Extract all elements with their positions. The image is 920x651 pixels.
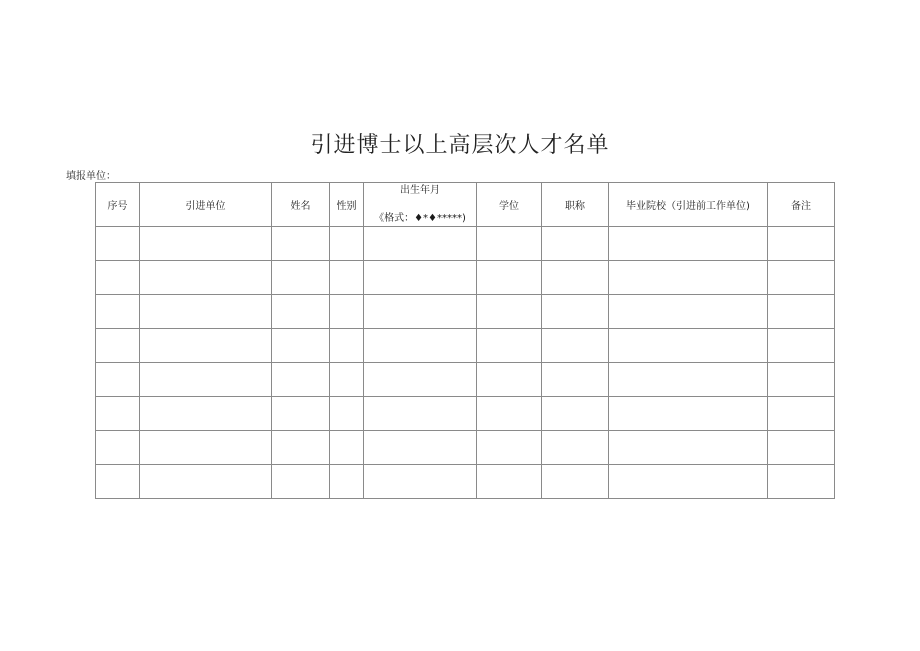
cell-name[interactable] bbox=[272, 397, 330, 431]
table-row bbox=[96, 295, 835, 329]
cell-birth[interactable] bbox=[364, 363, 477, 397]
cell-title[interactable] bbox=[542, 295, 609, 329]
cell-remarks[interactable] bbox=[768, 363, 835, 397]
table-body bbox=[96, 227, 835, 499]
table-row bbox=[96, 397, 835, 431]
cell-unit[interactable] bbox=[140, 363, 272, 397]
cell-unit[interactable] bbox=[140, 261, 272, 295]
cell-unit[interactable] bbox=[140, 397, 272, 431]
header-title: 职称 bbox=[542, 183, 609, 227]
cell-birth[interactable] bbox=[364, 465, 477, 499]
table-row bbox=[96, 431, 835, 465]
cell-school[interactable] bbox=[609, 431, 768, 465]
cell-degree[interactable] bbox=[477, 363, 542, 397]
cell-title[interactable] bbox=[542, 227, 609, 261]
cell-degree[interactable] bbox=[477, 465, 542, 499]
cell-birth[interactable] bbox=[364, 295, 477, 329]
header-birth-label: 出生年月 bbox=[400, 184, 440, 196]
cell-degree[interactable] bbox=[477, 227, 542, 261]
cell-title[interactable] bbox=[542, 329, 609, 363]
cell-seq[interactable] bbox=[96, 329, 140, 363]
header-seq: 序号 bbox=[96, 183, 140, 227]
cell-school[interactable] bbox=[609, 397, 768, 431]
cell-title[interactable] bbox=[542, 261, 609, 295]
header-remarks: 备注 bbox=[768, 183, 835, 227]
header-name: 姓名 bbox=[272, 183, 330, 227]
filler-unit-label: 填报单位： bbox=[66, 171, 116, 182]
cell-name[interactable] bbox=[272, 329, 330, 363]
cell-gender[interactable] bbox=[330, 295, 364, 329]
cell-school[interactable] bbox=[609, 363, 768, 397]
cell-degree[interactable] bbox=[477, 261, 542, 295]
talent-roster-table bbox=[95, 182, 835, 499]
header-school: 毕业院校（引进前工作单位) bbox=[609, 183, 768, 227]
cell-seq[interactable] bbox=[96, 431, 140, 465]
cell-name[interactable] bbox=[272, 295, 330, 329]
header-degree: 学位 bbox=[477, 183, 542, 227]
cell-seq[interactable] bbox=[96, 397, 140, 431]
cell-gender[interactable] bbox=[330, 363, 364, 397]
cell-gender[interactable] bbox=[330, 397, 364, 431]
cell-seq[interactable] bbox=[96, 227, 140, 261]
cell-remarks[interactable] bbox=[768, 329, 835, 363]
cell-title[interactable] bbox=[542, 363, 609, 397]
header-gender: 性别 bbox=[330, 183, 364, 227]
table-row bbox=[96, 261, 835, 295]
cell-remarks[interactable] bbox=[768, 227, 835, 261]
cell-name[interactable] bbox=[272, 261, 330, 295]
cell-degree[interactable] bbox=[477, 397, 542, 431]
cell-seq[interactable] bbox=[96, 465, 140, 499]
cell-seq[interactable] bbox=[96, 295, 140, 329]
cell-remarks[interactable] bbox=[768, 397, 835, 431]
cell-school[interactable] bbox=[609, 295, 768, 329]
header-birth bbox=[364, 183, 477, 227]
cell-name[interactable] bbox=[272, 363, 330, 397]
page-title: 引进博士以上高层次人才名单 bbox=[310, 133, 610, 158]
cell-gender[interactable] bbox=[330, 465, 364, 499]
cell-birth[interactable] bbox=[364, 227, 477, 261]
cell-unit[interactable] bbox=[140, 227, 272, 261]
cell-birth[interactable] bbox=[364, 431, 477, 465]
table-row bbox=[96, 329, 835, 363]
cell-gender[interactable] bbox=[330, 329, 364, 363]
cell-school[interactable] bbox=[609, 465, 768, 499]
cell-title[interactable] bbox=[542, 431, 609, 465]
header-unit: 引进单位 bbox=[140, 183, 272, 227]
cell-degree[interactable] bbox=[477, 431, 542, 465]
cell-degree[interactable] bbox=[477, 295, 542, 329]
cell-birth[interactable] bbox=[364, 261, 477, 295]
cell-unit[interactable] bbox=[140, 431, 272, 465]
table-row bbox=[96, 363, 835, 397]
cell-remarks[interactable] bbox=[768, 431, 835, 465]
cell-name[interactable] bbox=[272, 227, 330, 261]
cell-gender[interactable] bbox=[330, 431, 364, 465]
cell-degree[interactable] bbox=[477, 329, 542, 363]
cell-school[interactable] bbox=[609, 261, 768, 295]
cell-remarks[interactable] bbox=[768, 465, 835, 499]
cell-gender[interactable] bbox=[330, 261, 364, 295]
cell-name[interactable] bbox=[272, 431, 330, 465]
cell-seq[interactable] bbox=[96, 261, 140, 295]
cell-unit[interactable] bbox=[140, 295, 272, 329]
cell-gender[interactable] bbox=[330, 227, 364, 261]
cell-remarks[interactable] bbox=[768, 295, 835, 329]
table-header-row bbox=[96, 183, 835, 227]
cell-title[interactable] bbox=[542, 465, 609, 499]
cell-school[interactable] bbox=[609, 329, 768, 363]
cell-school[interactable] bbox=[609, 227, 768, 261]
cell-name[interactable] bbox=[272, 465, 330, 499]
header-birth-format: 《格式：♦*♦*****) bbox=[374, 212, 466, 224]
cell-seq[interactable] bbox=[96, 363, 140, 397]
cell-remarks[interactable] bbox=[768, 261, 835, 295]
table-row bbox=[96, 227, 835, 261]
cell-birth[interactable] bbox=[364, 397, 477, 431]
cell-birth[interactable] bbox=[364, 329, 477, 363]
table-row bbox=[96, 465, 835, 499]
cell-title[interactable] bbox=[542, 397, 609, 431]
cell-unit[interactable] bbox=[140, 329, 272, 363]
cell-unit[interactable] bbox=[140, 465, 272, 499]
